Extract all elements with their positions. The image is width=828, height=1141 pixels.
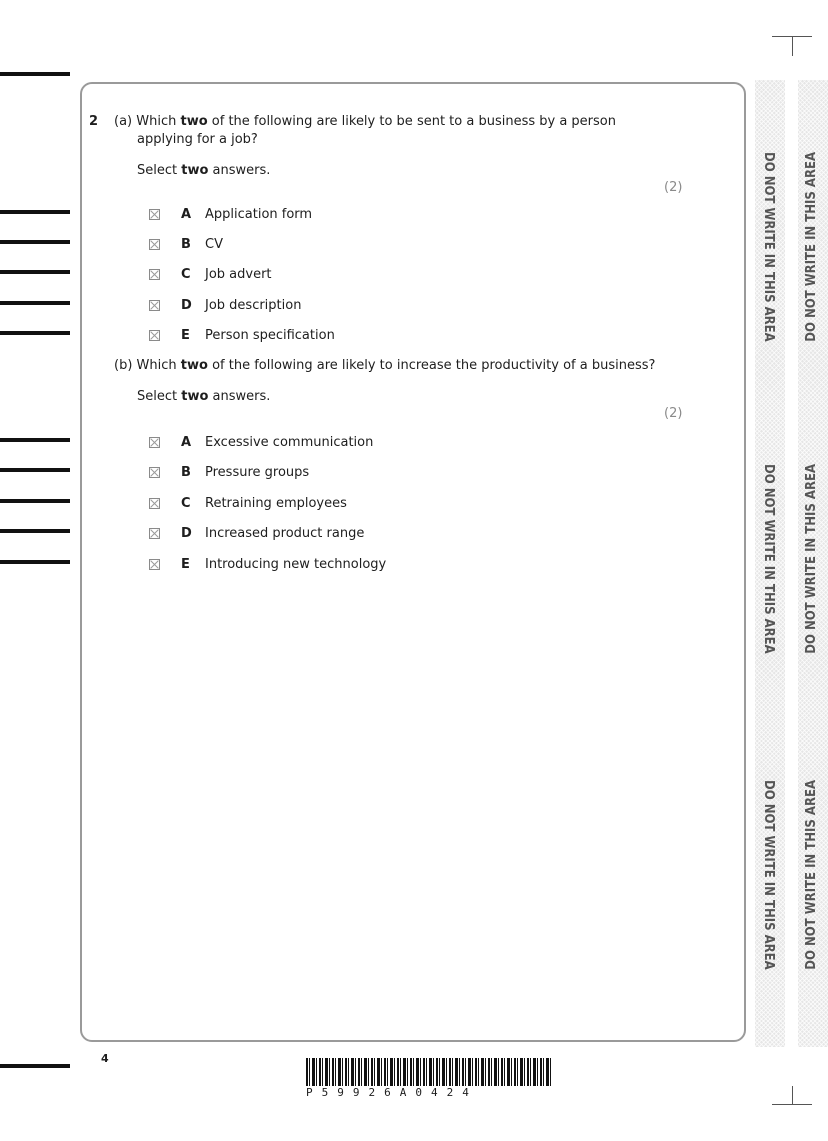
do-not-write-notice: DO NOT WRITE IN THIS AREA [804,152,819,342]
option-a-4[interactable] [149,296,301,314]
part-b-label: (b) [114,358,133,373]
margin-tick [0,270,70,274]
option-b-1[interactable] [149,433,373,451]
answer-checkbox[interactable] [149,239,160,250]
option-text: Job advert [205,266,272,282]
part-a-marks: (2) [664,180,683,195]
question-number: 2 [89,114,99,129]
option-letter: E [181,556,190,572]
option-letter: B [181,464,191,480]
margin-tick [0,438,70,442]
option-letter: C [181,266,191,282]
option-b-3[interactable] [149,494,347,512]
option-a-1[interactable] [149,205,312,223]
margin-tick [0,210,70,214]
crop-mark [792,1086,793,1104]
margin-tick [0,529,70,533]
part-a-question-line2: applying for a job? [137,132,258,147]
do-not-write-notice: DO NOT WRITE IN THIS AREA [804,780,819,970]
answer-checkbox[interactable] [149,467,160,478]
option-b-4[interactable] [149,524,364,542]
margin-tick [0,468,70,472]
option-letter: E [181,327,190,343]
option-letter: A [181,206,192,222]
option-a-3[interactable] [149,265,272,283]
answer-checkbox[interactable] [149,498,160,509]
answer-checkbox[interactable] [149,437,160,448]
option-b-2[interactable] [149,463,309,481]
part-a-label: (a) [114,114,133,129]
part-b-text-bold: two [180,358,208,373]
option-a-2[interactable] [149,235,223,253]
margin-tick [0,1064,70,1068]
option-text: Person specification [205,327,335,343]
answer-checkbox[interactable] [149,330,160,341]
option-text: Job description [205,297,302,313]
part-a-text-before: Which [136,114,181,129]
part-a-text-bold: two [180,114,208,129]
margin-tick [0,499,70,503]
margin-tick [0,72,70,76]
crop-mark [792,36,793,56]
page-number: 4 [101,1052,109,1065]
part-b-text-before: Which [136,358,181,373]
option-text: CV [205,236,223,252]
option-a-5[interactable] [149,326,335,344]
option-letter: C [181,495,191,511]
answer-checkbox[interactable] [149,528,160,539]
do-not-write-notice: DO NOT WRITE IN THIS AREA [761,780,776,970]
part-a-text-after: of the following are likely to be sent to a business by a person [207,114,616,129]
option-letter: D [181,525,192,541]
do-not-write-notice: DO NOT WRITE IN THIS AREA [761,464,776,654]
barcode-text: P59926A0424 [306,1086,478,1099]
option-text: Increased product range [205,525,365,541]
margin-tick [0,240,70,244]
option-text: Pressure groups [205,464,310,480]
do-not-write-notice: DO NOT WRITE IN THIS AREA [804,464,819,654]
margin-tick [0,560,70,564]
option-text: Excessive communication [205,434,374,450]
part-a-question [114,113,644,131]
option-text: Retraining employees [205,495,347,511]
option-letter: A [181,434,192,450]
part-b-question [114,357,674,375]
answer-checkbox[interactable] [149,209,160,220]
answer-checkbox[interactable] [149,269,160,280]
answer-checkbox[interactable] [149,300,160,311]
part-b-marks: (2) [664,406,683,421]
answer-checkbox[interactable] [149,559,160,570]
option-letter: D [181,297,192,313]
part-b-text-after: of the following are likely to increase the productivity of a business? [207,358,656,373]
option-text: Introducing new technology [205,556,387,572]
crop-mark [772,1104,812,1105]
part-b-instruction: Select two answers. [137,389,271,404]
barcode [306,1058,552,1086]
option-b-5[interactable] [149,555,386,573]
option-text: Application form [205,206,313,222]
option-letter: B [181,236,191,252]
do-not-write-notice: DO NOT WRITE IN THIS AREA [761,152,776,342]
margin-tick [0,301,70,305]
margin-tick [0,331,70,335]
part-a-instruction: Select two answers. [137,163,271,178]
